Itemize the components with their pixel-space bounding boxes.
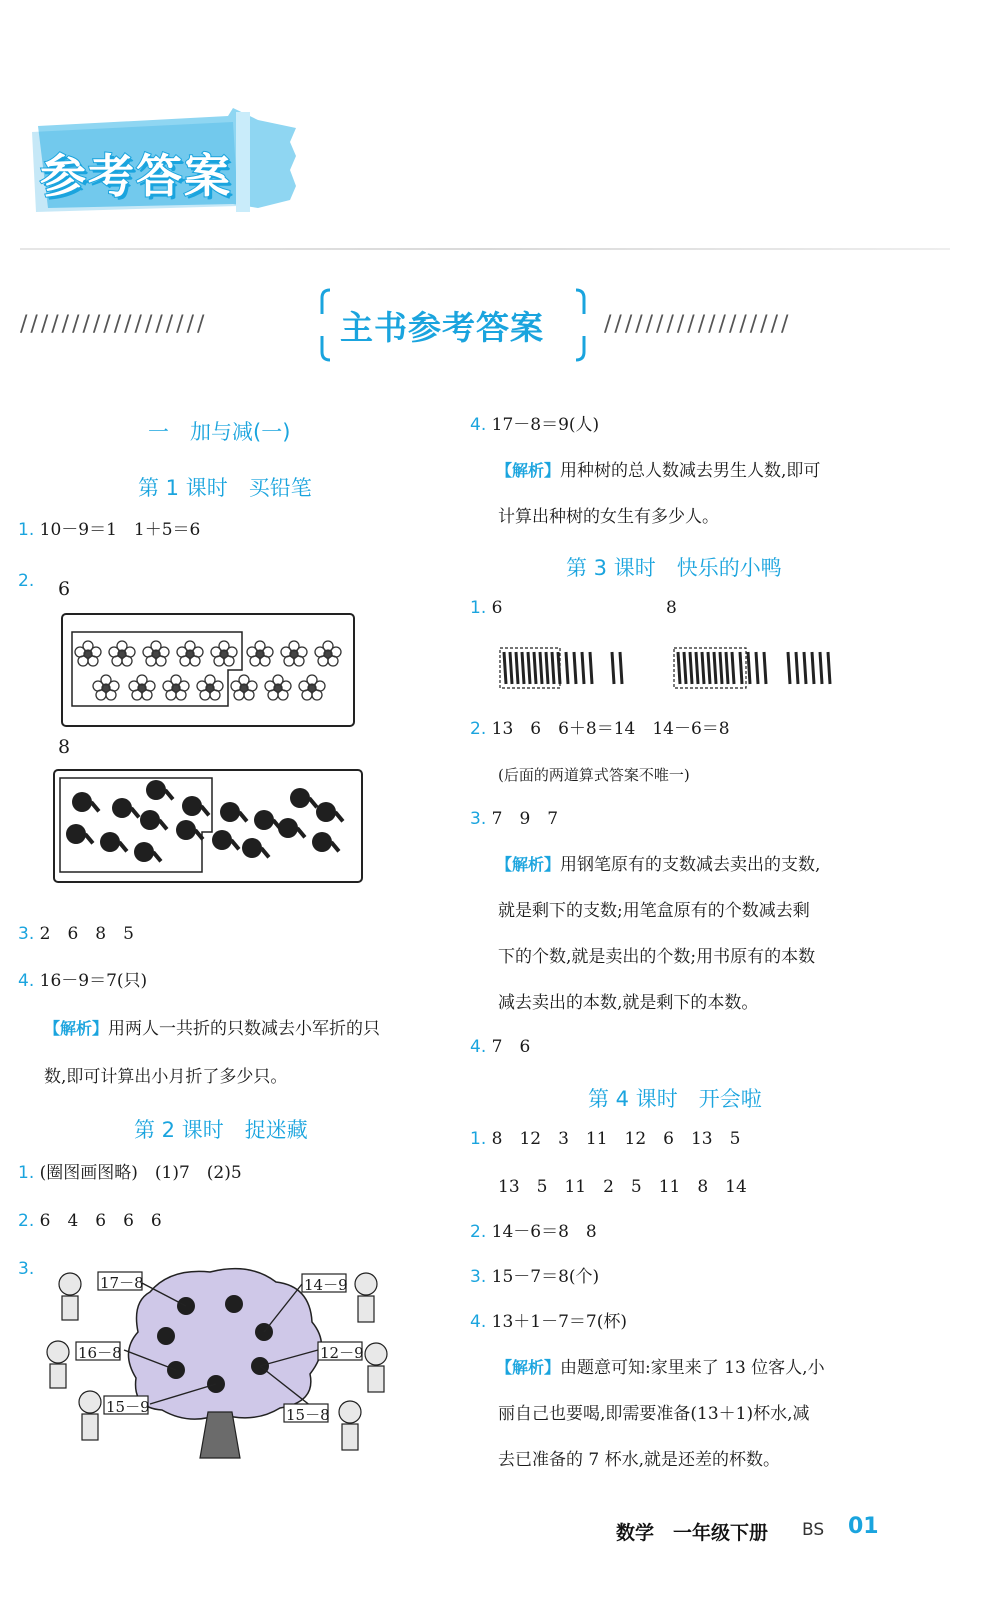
r-q4-explanation-1 — [496, 460, 820, 482]
explanation-tag: 【解析】 — [496, 1358, 561, 1377]
banner-title: 参考答案 — [40, 149, 232, 203]
q-number: 2. — [18, 1211, 35, 1231]
l3-q3-explanation-1 — [496, 854, 820, 876]
q-number: 3. — [470, 1267, 487, 1287]
q-number: 4. — [18, 971, 35, 991]
lesson-4-title: 第 4 课时 开会啦 — [588, 1087, 762, 1111]
answer-text: 6 — [491, 598, 503, 618]
l3-q1-answer-b: 8 — [666, 598, 677, 618]
l4-q1-row-2: 13 5 11 2 5 11 8 14 — [498, 1177, 747, 1197]
l4-q3 — [470, 1266, 599, 1288]
q-number: 3. — [470, 809, 487, 829]
answer-text: 13 6 6＋8＝14 14－6＝8 — [491, 719, 730, 739]
q-number: 1. — [470, 1129, 487, 1149]
l2-q2 — [18, 1210, 162, 1232]
l3-q4 — [470, 1036, 530, 1058]
q-number: 1. — [18, 1163, 35, 1183]
decor-slashes-right: ////////////////// — [604, 312, 792, 337]
l1-q4-explanation-2: 数,即可计算出小月折了多少只。 — [44, 1067, 288, 1087]
q-number: 2. — [18, 571, 35, 591]
q-number: 3. — [18, 924, 35, 944]
l3-q3-explanation-4: 减去卖出的本数,就是剩下的本数。 — [498, 993, 759, 1013]
q-number: 4. — [470, 415, 487, 435]
answer-text: 13＋1－7＝7(杯) — [491, 1312, 627, 1332]
answer-text: 6 4 6 6 6 — [39, 1211, 162, 1231]
l1-q2-answer-b: 8 — [58, 736, 71, 758]
section-title: 主书参考答案 — [340, 308, 544, 347]
decor-slashes-left: ////////////////// — [20, 312, 208, 337]
tree-label-15-9: 15－9 — [106, 1398, 150, 1416]
explanation-text: 用两人一共折的只数减去小军折的只 — [108, 1019, 381, 1039]
l1-q4 — [18, 970, 147, 992]
l3-q3-explanation-2: 就是剩下的支数;用笔盒原有的个数减去剩 — [498, 901, 810, 921]
l3-q3 — [470, 808, 558, 830]
l2-q3-number — [18, 1258, 34, 1280]
l4-q4-explanation-2: 丽自己也要喝,即需要准备(13＋1)杯水,减 — [498, 1404, 810, 1424]
answer-text: 17－8＝9(人) — [491, 415, 600, 435]
answer-text: 7 9 7 — [491, 809, 559, 829]
q-number: 3. — [18, 1259, 35, 1279]
tree-label-17-8: 17－8 — [100, 1274, 144, 1292]
answer-text: 16－9＝7(只) — [39, 971, 148, 991]
answer-text: 8 12 3 11 12 6 13 5 — [491, 1129, 741, 1149]
lesson-3-title: 第 3 课时 快乐的小鸭 — [566, 556, 782, 580]
sticks-figure — [496, 644, 846, 692]
page-number: 01 — [848, 1514, 879, 1539]
l4-q1 — [470, 1128, 740, 1150]
q-number: 4. — [470, 1312, 487, 1332]
l1-q4-explanation-1 — [44, 1018, 380, 1040]
header-divider — [20, 248, 950, 250]
q-number: 2. — [470, 1222, 487, 1242]
explanation-text: 用钢笔原有的支数减去卖出的支数, — [560, 855, 821, 875]
l3-q3-explanation-3: 下的个数,就是卖出的个数;用书原有的本数 — [498, 947, 816, 967]
explanation-tag: 【解析】 — [44, 1019, 109, 1038]
tree-label-12-9: 12－9 — [320, 1344, 364, 1362]
l1-q1 — [18, 519, 200, 541]
q-number: 1. — [470, 598, 487, 618]
explanation-tag: 【解析】 — [496, 855, 561, 874]
answer-text: 7 6 — [491, 1037, 531, 1057]
q-number: 2. — [470, 719, 487, 739]
l1-q2-answer-a: 6 — [58, 578, 71, 600]
answer-text: 15－7＝8(个) — [491, 1267, 600, 1287]
paddles-figure — [52, 768, 364, 884]
answer-text: 2 6 8 5 — [39, 924, 134, 944]
l1-q3 — [18, 923, 134, 945]
l4-q2 — [470, 1221, 597, 1243]
answer-text: (圈图画图略) (1)7 (2)5 — [39, 1163, 242, 1183]
explanation-text: 由题意可知:家里来了 13 位客人,小 — [560, 1358, 825, 1378]
explanation-tag: 【解析】 — [496, 461, 561, 480]
l3-q2 — [470, 718, 730, 740]
lesson-1-title: 第 1 课时 买铅笔 — [138, 476, 312, 500]
l4-q4-explanation-1 — [496, 1357, 825, 1379]
answer-text: 14－6＝8 8 — [491, 1222, 597, 1242]
flowers-figure — [60, 612, 356, 728]
tree-label-15-8: 15－8 — [286, 1406, 330, 1424]
tree-label-16-8: 16－8 — [78, 1344, 122, 1362]
l1-q2-number — [18, 570, 34, 592]
lesson-2-title: 第 2 课时 捉迷藏 — [134, 1118, 308, 1142]
l4-q4-explanation-3: 去已准备的 7 杯水,就是还差的杯数。 — [498, 1450, 781, 1470]
footer-subject: 数学 一年级下册 — [616, 1522, 769, 1544]
r-q4-explanation-2: 计算出种树的女生有多少人。 — [498, 507, 719, 527]
explanation-text: 用种树的总人数减去男生人数,即可 — [560, 461, 821, 481]
q-number: 4. — [470, 1037, 487, 1057]
tree-label-14-9: 14－9 — [304, 1276, 348, 1294]
l2-q1 — [18, 1162, 242, 1184]
answer-text: 10－9＝1 1＋5＝6 — [39, 520, 201, 540]
l4-q4 — [470, 1311, 627, 1333]
footer-edition: BS — [802, 1520, 825, 1540]
l3-q2-note: (后面的两道算式答案不唯一) — [498, 766, 690, 784]
l3-q1 — [470, 597, 502, 619]
q-number: 1. — [18, 520, 35, 540]
unit-title: 一 加与减(一) — [148, 420, 291, 444]
r-q4 — [470, 414, 599, 436]
